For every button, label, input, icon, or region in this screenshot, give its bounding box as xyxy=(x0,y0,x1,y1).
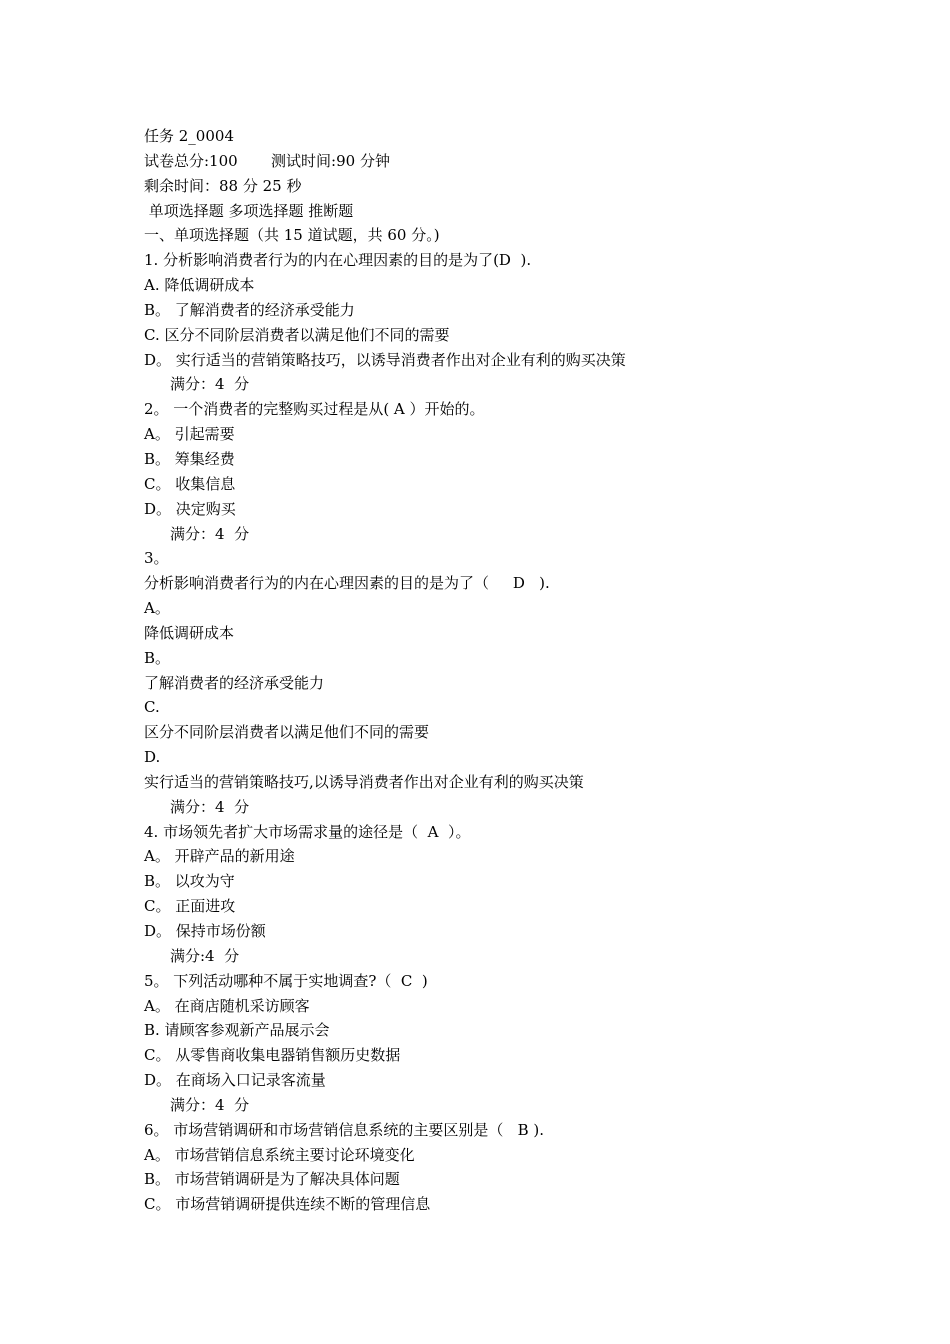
question-score: 满分：4 分 xyxy=(170,375,250,394)
exam-content xyxy=(144,124,844,1217)
question-score: 满分：4 分 xyxy=(170,524,250,543)
remaining-time: 剩余时间：88 分 25 秒 xyxy=(144,176,302,195)
task-title: 任务 2_0004 xyxy=(144,127,234,145)
option-b-label: B。 xyxy=(144,648,171,667)
question-5 xyxy=(144,969,844,1118)
section-title: 一、单项选择题（共 15 道试题，共 60 分。) xyxy=(144,226,440,245)
question-score: 满分:4 分 xyxy=(170,946,240,965)
option-d: D。 决定购买 xyxy=(144,499,236,518)
question-3 xyxy=(144,546,844,819)
option-d: D。 保持市场份额 xyxy=(144,922,266,940)
option-b: B。 筹集经费 xyxy=(144,449,235,468)
question-1 xyxy=(144,248,844,397)
question-stem: 6。 市场营销调研和市场营销信息系统的主要区别是（ B ). xyxy=(144,1120,545,1139)
option-c: C。 收集信息 xyxy=(144,474,236,493)
option-b-text: 了解消费者的经济承受能力 xyxy=(144,673,325,692)
option-c-text: 区分不同阶层消费者以满足他们不同的需要 xyxy=(144,723,430,742)
option-d: D。 在商场入口记录客流量 xyxy=(144,1071,326,1090)
question-stem: 2。 一个消费者的完整购买过程是从( A ）开始的。 xyxy=(144,400,485,419)
option-a: A. 降低调研成本 xyxy=(144,276,255,295)
option-c: C。 市场营销调研提供连续不断的管理信息 xyxy=(144,1195,431,1214)
option-a: A。 引起需要 xyxy=(144,425,235,444)
option-b: B。 了解消费者的经济承受能力 xyxy=(144,300,355,319)
option-c: C。 从零售商收集电器销售额历史数据 xyxy=(144,1046,401,1065)
question-stem: 1. 分析影响消费者行为的内在心理因素的目的是为了(D ). xyxy=(144,251,532,270)
exam-total-and-time: 试卷总分:100 测试时间:90 分钟 xyxy=(144,151,390,170)
question-stem: 分析影响消费者行为的内在心理因素的目的是为了（ D ). xyxy=(144,574,550,593)
option-c: C。 正面进攻 xyxy=(144,897,236,916)
question-stem: 4. 市场领先者扩大市场需求量的途径是（ A ）。 xyxy=(144,822,471,841)
question-6 xyxy=(144,1118,844,1217)
option-b: B。 市场营销调研是为了解决具体问题 xyxy=(144,1170,400,1189)
option-d: D。 实行适当的营销策略技巧，以诱导消费者作出对企业有利的购买决策 xyxy=(144,350,626,369)
option-b: B. 请顾客参观新产品展示会 xyxy=(144,1021,330,1040)
option-d-label: D. xyxy=(144,748,161,767)
option-a: A。 开辟产品的新用途 xyxy=(144,847,295,866)
question-4 xyxy=(144,820,844,969)
question-score: 满分：4 分 xyxy=(170,1095,250,1114)
option-a-text: 降低调研成本 xyxy=(144,623,235,642)
option-a: A。 市场营销信息系统主要讨论环境变化 xyxy=(144,1145,415,1164)
question-stem: 5。 下列活动哪种不属于实地调查?（ C ) xyxy=(144,971,428,990)
option-d-text: 实行适当的营销策略技巧,以诱导消费者作出对企业有利的购买决策 xyxy=(144,772,584,791)
question-score: 满分：4 分 xyxy=(170,797,250,816)
option-a-label: A。 xyxy=(144,599,170,618)
option-c-label: C. xyxy=(144,698,160,717)
question-2 xyxy=(144,397,844,546)
option-b: B。 以攻为守 xyxy=(144,872,235,891)
option-a: A。 在商店随机采访顾客 xyxy=(144,996,310,1015)
option-c: C. 区分不同阶层消费者以满足他们不同的需要 xyxy=(144,325,450,344)
question-number: 3。 xyxy=(144,549,169,568)
section-tabs: 单项选择题 多项选择题 推断题 xyxy=(144,201,354,220)
